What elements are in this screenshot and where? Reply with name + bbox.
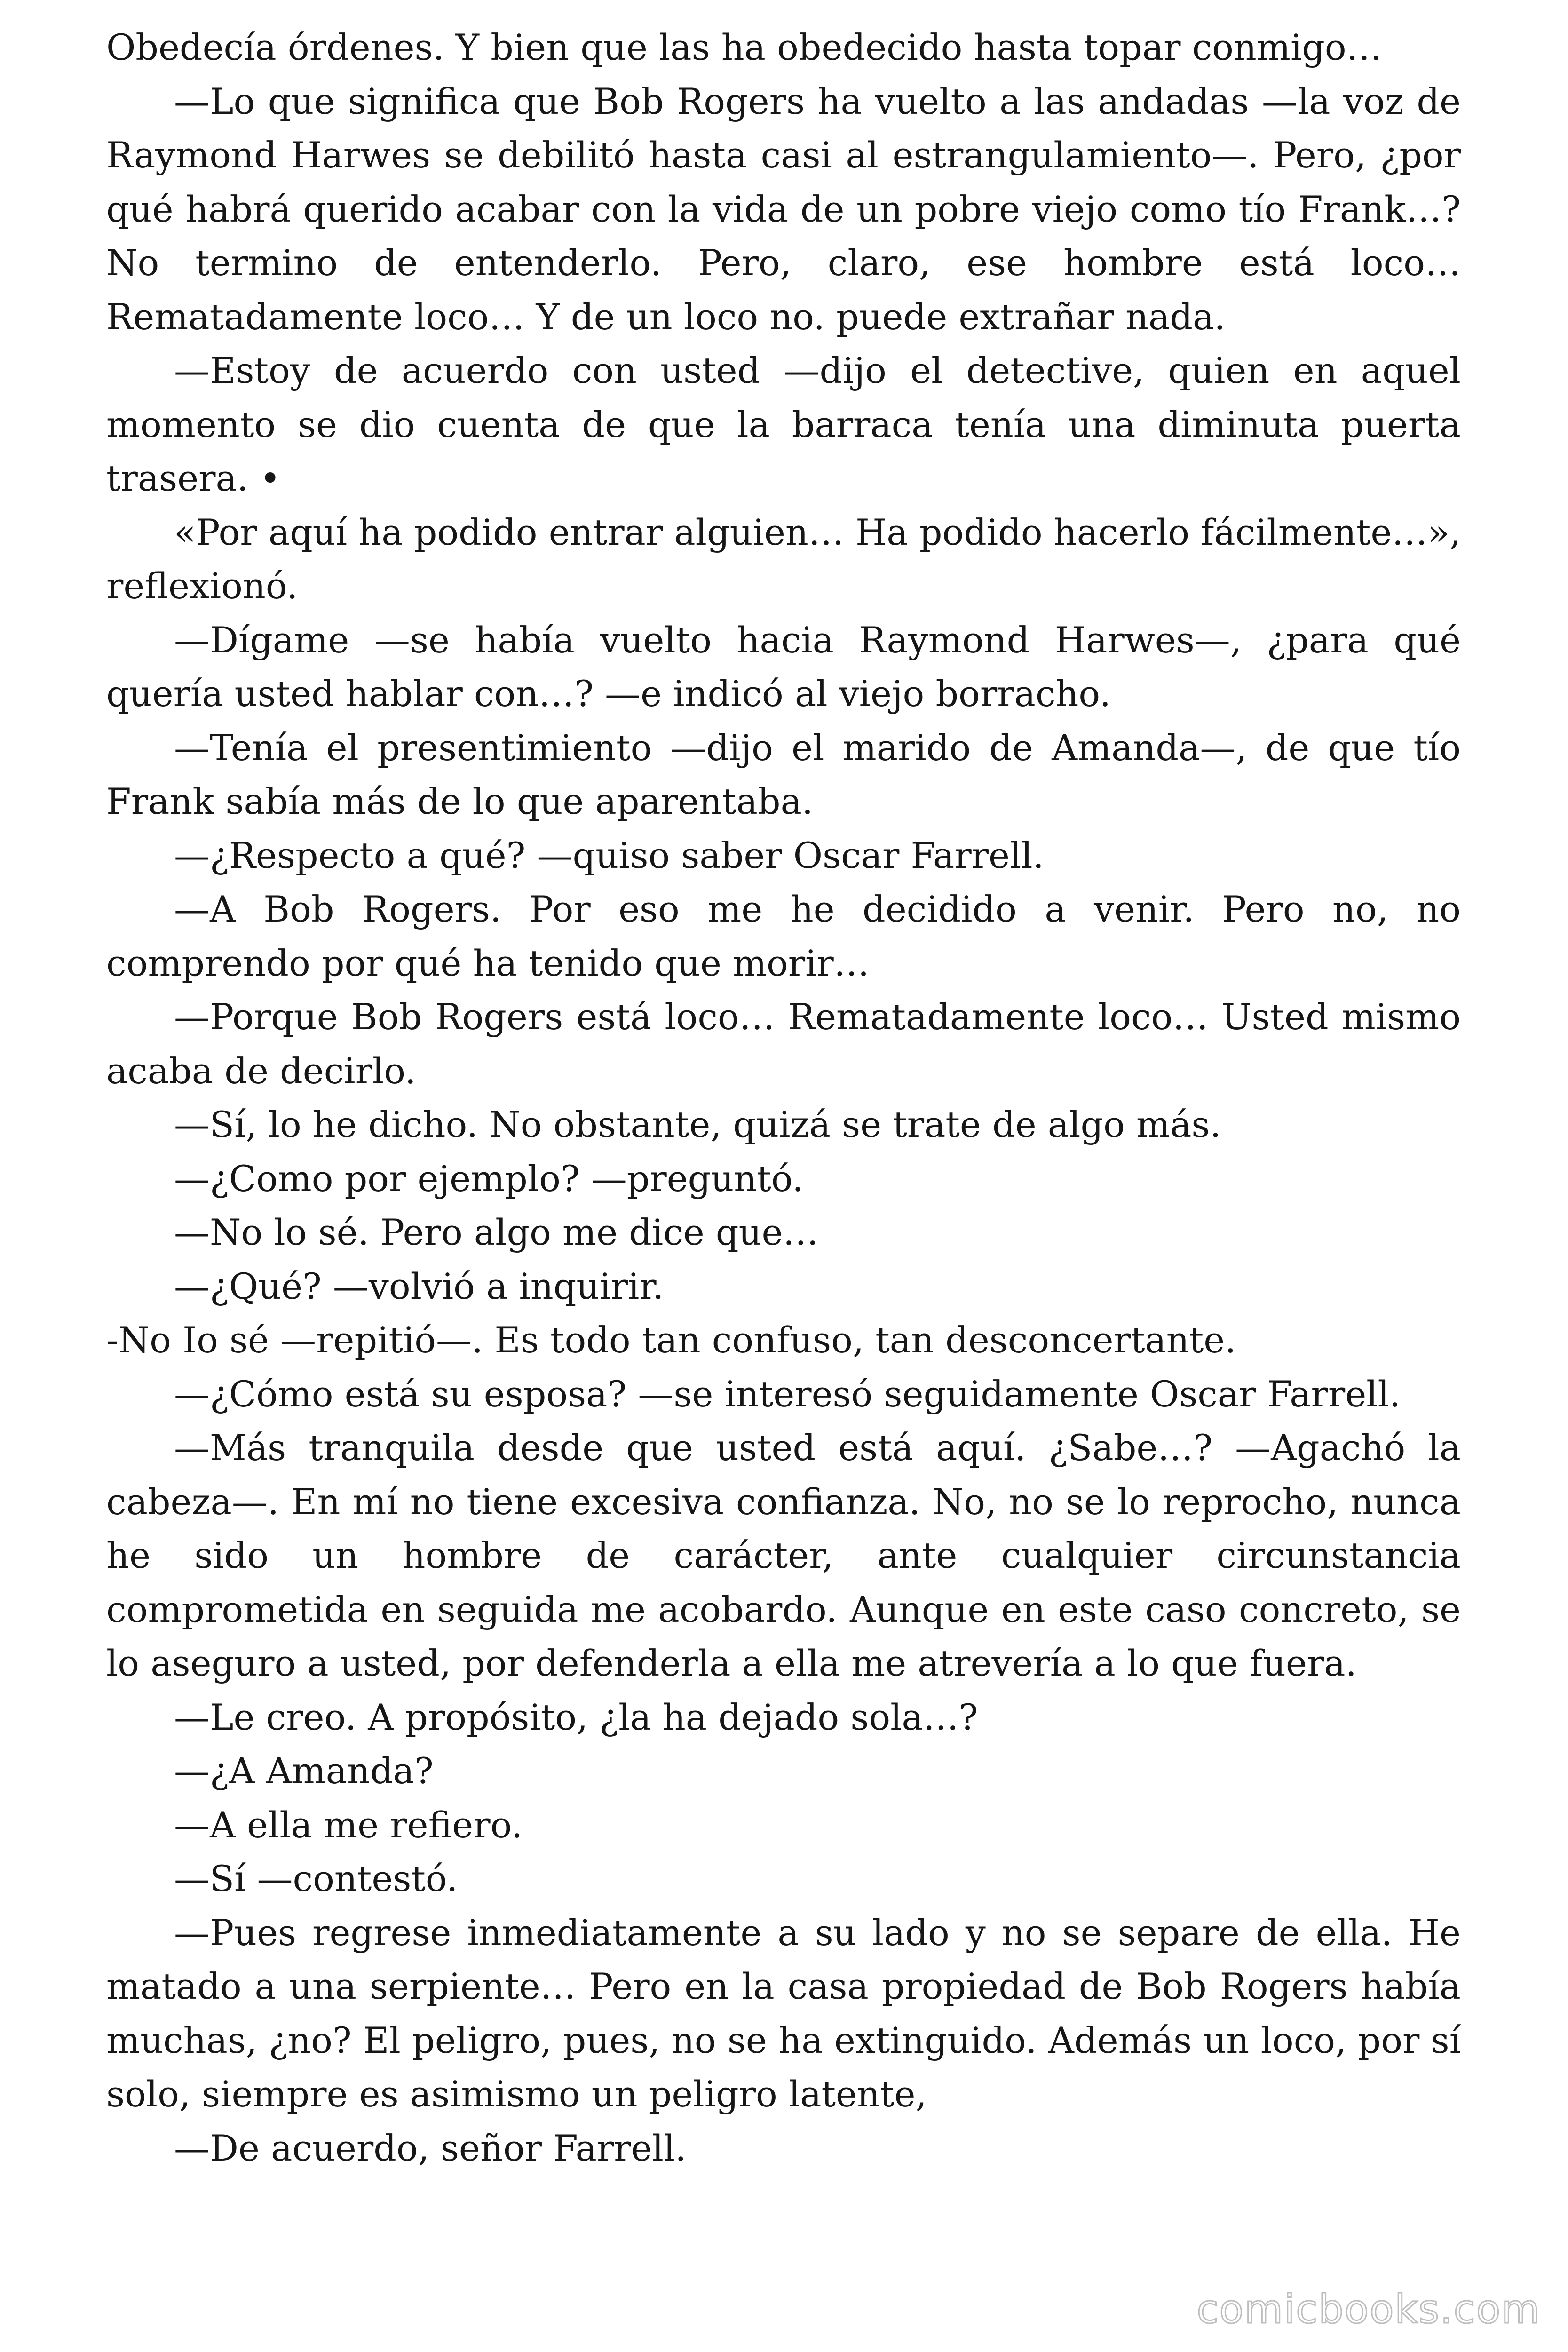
- paragraph-18: —A ella me refiero.: [174, 1804, 523, 1846]
- paragraph-11: —No lo sé. Pero algo me dice que…: [174, 1211, 819, 1253]
- paragraph-1: —Lo que significa que Bob Rogers ha vuelto a las andadas —la voz de Raymond Harwes se debilitó hasta casi al estrangulamiento—. Pero, ¿por qué habrá querido acabar con la vida de un pobre viejo como tío Frank…? No termino de entenderlo. Pero, claro, ese hombre está loco… Rematadamente loco… Y de un loco no. puede extrañar nada.: [106, 80, 1461, 338]
- paragraph-2: —Estoy de acuerdo con usted —dijo el detective, quien en aquel momento se dio cuenta de que la barraca tenía una diminuta puerta trasera. •: [106, 350, 1461, 499]
- paragraph-20: —Pues regrese inmediatamente a su lado y no se separe de ella. He matado a una serpiente… Pero en la casa propiedad de Bob Rogers había muchas, ¿no? El peligro, pues, no se ha extinguido. Además un loco, por sí solo, siempre es asimismo un peligro latente,: [106, 1911, 1461, 2115]
- paragraph-8: —Porque Bob Rogers está loco… Rematadamente loco… Usted mismo acaba de decirlo.: [106, 996, 1461, 1092]
- paragraph-16: —Le creo. A propósito, ¿la ha dejado sola…?: [174, 1696, 978, 1738]
- paragraph-4: —Dígame —se había vuelto hacia Raymond Harwes—, ¿para qué quería usted hablar con…? —e indicó al viejo borracho.: [106, 619, 1461, 715]
- paragraph-9: —Sí, lo he dicho. No obstante, quizá se trate de algo más.: [174, 1104, 1221, 1145]
- paragraph-15: —Más tranquila desde que usted está aquí. ¿Sabe…? —Agachó la cabeza—. En mí no tiene excesiva confianza. No, no se lo reprocho, nunca he sido un hombre de carácter, ante cualquier circunstancia comprometida en seguida me acobardo. Aunque en este caso concreto, se lo aseguro a usted, por defenderla a ella me atrevería a lo que fuera.: [106, 1427, 1461, 1684]
- paragraph-6: —¿Respecto a qué? —quiso saber Oscar Farrell.: [174, 834, 1044, 876]
- paragraph-19: —Sí —contestó.: [174, 1858, 458, 1899]
- paragraph-12: —¿Qué? —volvió a inquirir.: [174, 1265, 664, 1307]
- paragraph-17: —¿A Amanda?: [174, 1750, 434, 1792]
- paragraph-7: —A Bob Rogers. Por eso me he decidido a venir. Pero no, no comprendo por qué ha tenido que morir…: [106, 888, 1461, 984]
- paragraph-5: —Tenía el presentimiento —dijo el marido de Amanda—, de que tío Frank sabía más de lo que aparentaba.: [106, 726, 1461, 822]
- watermark-text: comicbooks.com: [1196, 2286, 1541, 2332]
- paragraph-3: «Por aquí ha podido entrar alguien… Ha podido hacerlo fácilmente…», reflexionó.: [106, 511, 1461, 607]
- paragraph-13: -No Io sé —repitió—. Es todo tan confuso, tan desconcertante.: [106, 1319, 1236, 1361]
- paragraph-14: —¿Cómo está su esposa? —se interesó seguidamente Oscar Farrell.: [174, 1373, 1401, 1415]
- paragraph-21: —De acuerdo, señor Farrell.: [174, 2127, 687, 2169]
- paragraph-10: —¿Como por ejemplo? —preguntó.: [174, 1157, 804, 1200]
- body-text: [106, 21, 1461, 2175]
- paragraph-0: Obedecía órdenes. Y bien que las ha obedecido hasta topar conmigo…: [106, 26, 1382, 68]
